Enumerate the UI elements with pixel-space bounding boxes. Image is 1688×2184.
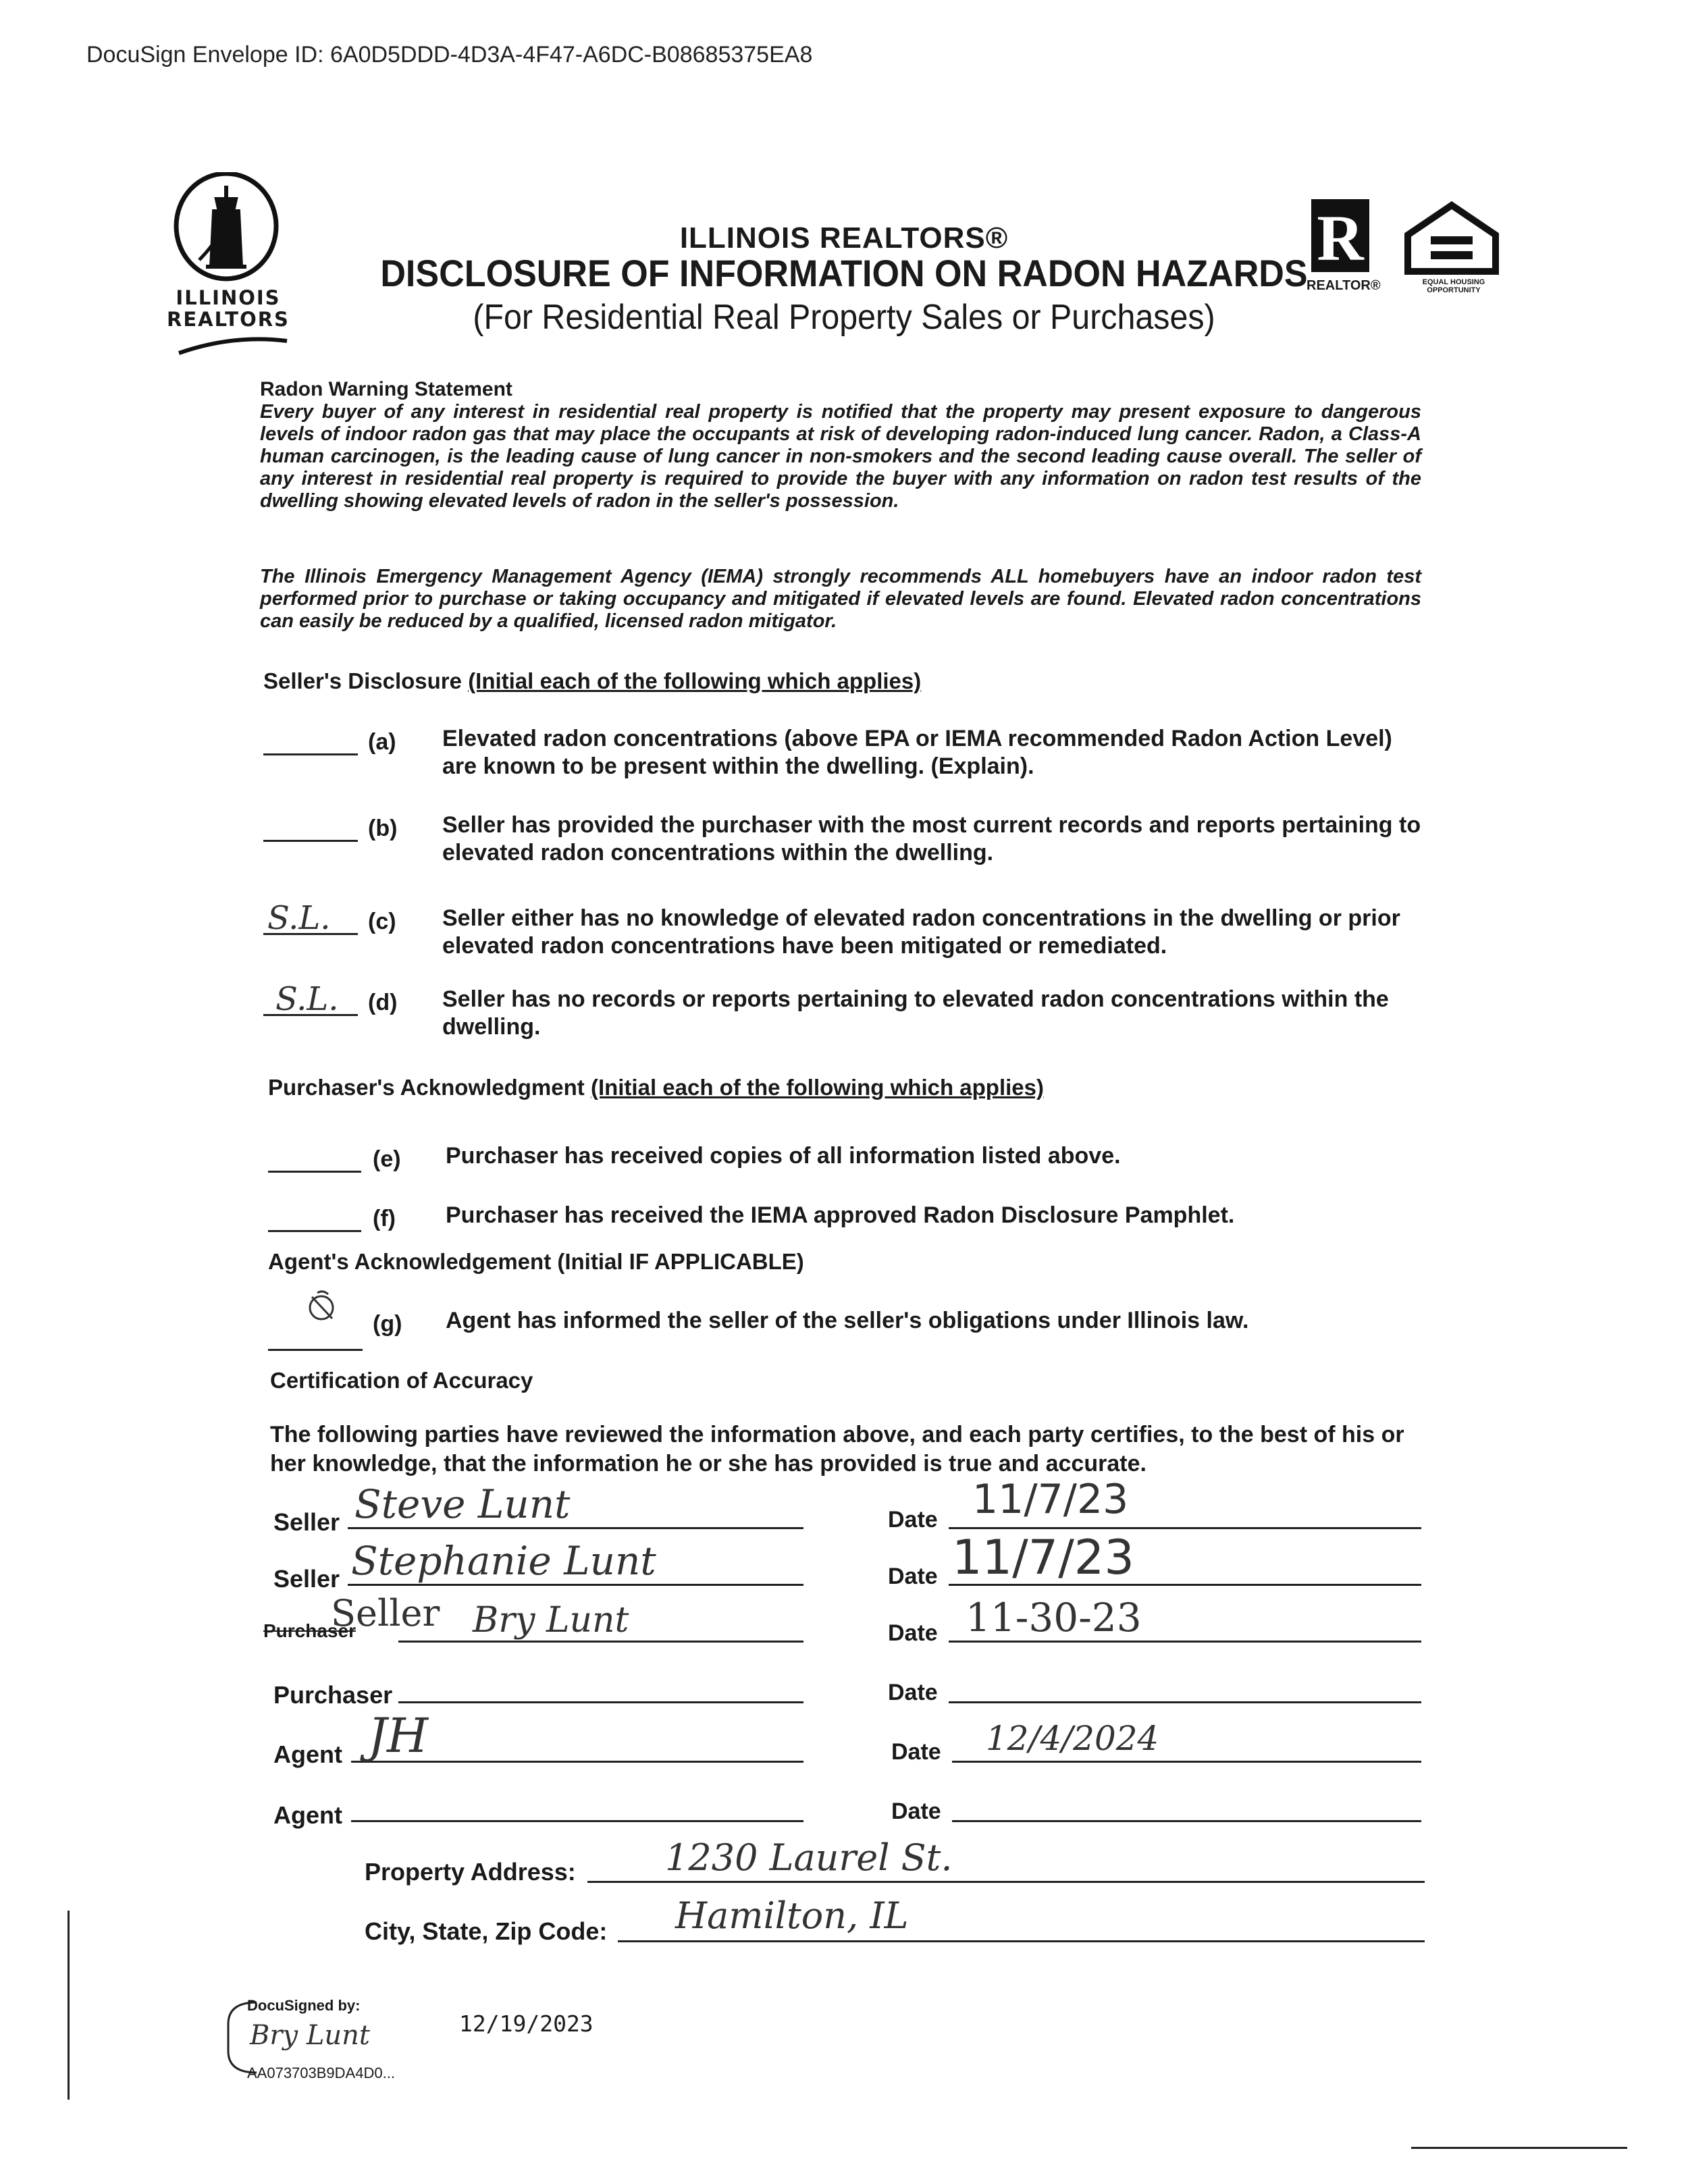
certification-heading: Certification of Accuracy	[270, 1368, 533, 1393]
item-letter-b: (b)	[368, 816, 398, 841]
initials-field-e[interactable]	[268, 1141, 361, 1173]
warning-paragraph-1: Every buyer of any interest in residential real property is notified that the property may present exposure to dangerous levels of indoor radon gas that may place the occupants at risk of developing radon-induced lung cancer. Radon, a Class-A human carcinogen, is the leading cause of lung cancer in non-smokers and the second leading cause overall. The seller of any interest in residential real property is required to provide the buyer with any information on radon test results of the dwelling showing elevated levels of radon in the seller's possession.	[260, 401, 1421, 512]
seller-heading-instruction: (Initial each of the following which applies)	[468, 668, 922, 693]
seller-3-date-label: Date	[888, 1620, 938, 1646]
item-letter-g: (g)	[373, 1311, 402, 1337]
purchaser-heading-instruction: (Initial each of the following which applies)	[590, 1075, 1044, 1100]
agent-2-date-line[interactable]	[952, 1820, 1421, 1822]
seller-1-date-line[interactable]	[949, 1527, 1421, 1529]
docusign-signature: Bry Lunt	[250, 2020, 370, 2051]
purchaser-label: Purchaser	[273, 1681, 393, 1709]
initials-field-f[interactable]	[268, 1200, 361, 1232]
seller-2-label: Seller	[273, 1565, 340, 1593]
docusign-date: 12/19/2023	[459, 2010, 594, 2037]
seller-item-b: Seller has provided the purchaser with the most current records and reports pertaining to elevated radon concentrations within the dwelling.	[442, 812, 1421, 865]
certification-text: The following parties have reviewed the information above, and each party certifies, to the best of his or her knowledge, that the information he or she has provided is true and accurate.	[270, 1422, 1404, 1476]
agent-1-date: 12/4/2024	[986, 1719, 1159, 1758]
purchaser-date-label: Date	[888, 1680, 938, 1705]
seller-item-c: Seller either has no knowledge of elevated radon concentrations in the dwelling or prior elevated radon concentrations have been mitigated or remediated.	[442, 905, 1400, 959]
docusign-stamp	[223, 1997, 425, 2085]
agent-2-signature-line[interactable]	[351, 1820, 803, 1822]
initials-field-a[interactable]	[263, 724, 358, 755]
realtor-label: REALTOR®	[1307, 278, 1381, 293]
seller-heading-text: Seller's Disclosure	[263, 668, 463, 693]
envelope-id: DocuSign Envelope ID: 6A0D5DDD-4D3A-4F47-A6DC-B08685375EA8	[86, 42, 813, 68]
purchaser-signature-line[interactable]	[398, 1701, 803, 1703]
seller-2-signature: Stephanie Lunt	[351, 1538, 656, 1584]
page-subtitle: (For Residential Real Property Sales or Purchases)	[473, 298, 1215, 337]
agent-item-g: Agent has informed the seller of the seller's obligations under Illinois law.	[446, 1308, 1249, 1333]
agent-1-label: Agent	[273, 1740, 342, 1768]
initials-field-b[interactable]	[263, 810, 358, 842]
purchaser-ack-heading	[268, 1075, 1044, 1100]
seller-1-signature-line[interactable]	[348, 1527, 803, 1529]
seller-item-a: Elevated radon concentrations (above EPA or IEMA recommended Radon Action Level) are known to be present within the dwelling. (Explain).	[442, 726, 1392, 779]
svg-text:R: R	[1317, 202, 1364, 274]
logo-line-2: REALTORS	[167, 308, 290, 331]
initials-field-c[interactable]: S.L.	[263, 903, 358, 935]
city-state-zip-value: Hamilton, IL	[675, 1894, 909, 1937]
seller-3-signature: Bry Lunt	[473, 1600, 629, 1641]
property-address-line[interactable]	[587, 1881, 1425, 1883]
warning-heading: Radon Warning Statement	[260, 378, 512, 400]
agent-2-label: Agent	[273, 1801, 342, 1829]
seller-3-date-line[interactable]	[949, 1641, 1421, 1643]
purchaser-heading-text: Purchaser's Acknowledgment	[268, 1075, 585, 1100]
agent-initials-scribble	[302, 1286, 343, 1327]
agent-ack-heading: Agent's Acknowledgement (Initial IF APPLICABLE)	[268, 1249, 804, 1274]
seller-3-date: 11-30-23	[966, 1595, 1142, 1641]
property-address-value: 1230 Laurel St.	[665, 1836, 953, 1879]
purchaser-item-e: Purchaser has received copies of all information listed above.	[446, 1143, 1121, 1169]
city-state-zip-label: City, State, Zip Code:	[365, 1917, 608, 1945]
seller-1-signature: Steve Lunt	[354, 1481, 571, 1527]
agent-1-date-line[interactable]	[952, 1761, 1421, 1763]
agent-1-signature: JH	[368, 1708, 429, 1763]
seller-1-label: Seller	[273, 1508, 340, 1536]
seller-2-date: 11/7/23	[952, 1530, 1134, 1585]
item-letter-c: (c)	[368, 909, 396, 934]
org-title: ILLINOIS REALTORS®	[679, 221, 1009, 255]
agent-2-date-label: Date	[891, 1799, 941, 1824]
struck-purchaser-label: Purchaser	[263, 1620, 356, 1641]
docusign-id: AA073703B9DA4D0...	[247, 2065, 395, 2081]
seller-1-date-label: Date	[888, 1507, 938, 1533]
agent-1-date-label: Date	[891, 1739, 941, 1765]
margin-rule	[68, 1911, 70, 2100]
purchaser-item-f: Purchaser has received the IEMA approved Radon Disclosure Pamphlet.	[446, 1202, 1235, 1228]
initials-field-d[interactable]: S.L.	[263, 984, 358, 1016]
equal-housing-label: EQUAL HOUSING OPPORTUNITY	[1422, 278, 1485, 294]
logo-line-1: ILLINOIS	[176, 286, 281, 309]
seller-2-signature-line[interactable]	[348, 1584, 803, 1586]
seller-disclosure-heading	[263, 668, 921, 694]
purchaser-date-line[interactable]	[949, 1701, 1421, 1703]
handwritten-seller-label: Seller	[331, 1592, 440, 1634]
docusign-signed-by-label: DocuSigned by:	[247, 1997, 361, 2014]
item-letter-e: (e)	[373, 1146, 401, 1172]
item-letter-f: (f)	[373, 1206, 396, 1231]
seller-3-signature-line[interactable]	[398, 1641, 803, 1643]
warning-paragraph-2: The Illinois Emergency Management Agency (IEMA) strongly recommends ALL homebuyers have an indoor radon test performed prior to purchase or taking occupancy and mitigated if elevated levels are found. Elevated radon concentrations can easily be reduced by a qualified, licensed radon mitigator.	[260, 566, 1421, 632]
seller-item-d: Seller has no records or reports pertaining to elevated radon concentrations within the dwelling.	[442, 986, 1389, 1040]
seller-2-date-label: Date	[888, 1564, 938, 1589]
item-letter-a: (a)	[368, 729, 396, 755]
item-letter-d: (d)	[368, 990, 398, 1015]
bottom-right-rule	[1411, 2147, 1627, 2149]
seller-1-date: 11/7/23	[972, 1476, 1129, 1523]
city-state-zip-line[interactable]	[618, 1940, 1425, 1942]
page-title: DISCLOSURE OF INFORMATION ON RADON HAZARDS	[380, 252, 1308, 294]
property-address-label: Property Address:	[365, 1858, 576, 1886]
